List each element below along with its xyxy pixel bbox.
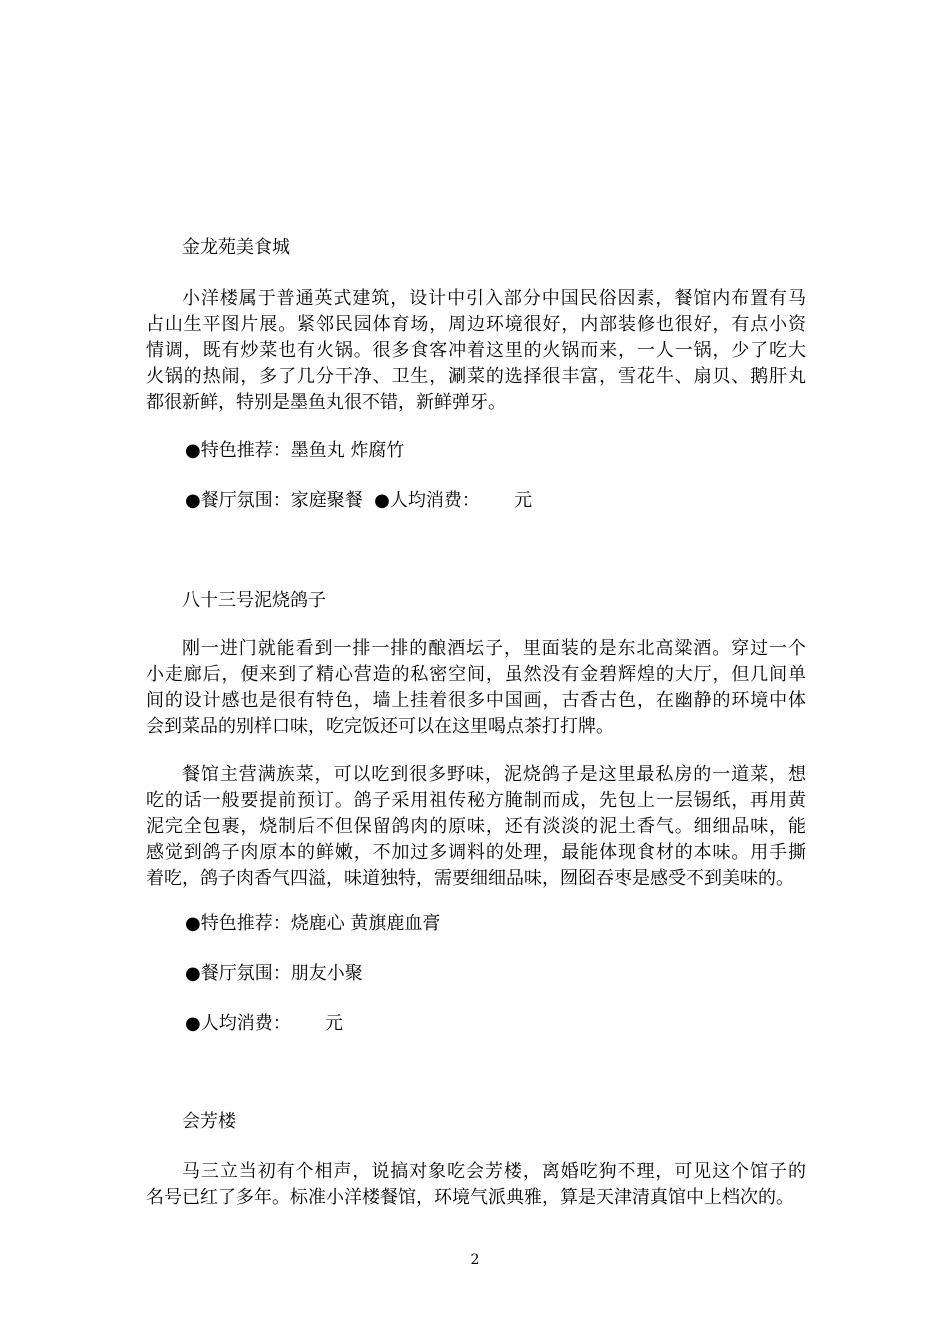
- paragraph-line: 火锅的热闹，多了几分干净、卫生，涮菜的选择很丰富，雪花牛、扇贝、鹅肝丸: [146, 366, 806, 387]
- bullet-item: ●人均消费： 元: [185, 1013, 344, 1034]
- paragraph-line: 名号已红了多年。标准小洋楼餐馆，环境气派典雅，算是天津清真馆中上档次的。: [146, 1187, 794, 1208]
- paragraph-line: 小洋楼属于普通英式建筑，设计中引入部分中国民俗因素，餐馆内布置有马: [182, 288, 806, 309]
- bullet-item: ●餐厅氛围：朋友小聚: [185, 963, 363, 984]
- paragraph-line: 刚一进门就能看到一排一排的酿酒坛子，里面装的是东北高粱酒。穿过一个: [182, 638, 806, 659]
- paragraph-line: 着吃，鸽子肉香气四溢，味道独特，需要细细品味，囫囵吞枣是感受不到美味的。: [146, 868, 794, 889]
- section-title: 金龙苑美食城: [182, 237, 290, 258]
- section-title: 八十三号泥烧鸽子: [182, 590, 326, 611]
- paragraph-line: 会到菜品的别样口味，吃完饭还可以在这里喝点茶打打牌。: [146, 716, 614, 737]
- paragraph-line: 马三立当初有个相声，说搞对象吃会芳楼，离婚吃狗不理，可见这个馆子的: [182, 1161, 806, 1182]
- bullet-item: ●餐厅氛围：家庭聚餐 ●人均消费： 元: [185, 490, 533, 511]
- paragraph-line: 泥完全包裹，烧制后不但保留鸽肉的原味，还有淡淡的泥土香气。细细品味，能: [146, 816, 806, 837]
- bullet-item: ●特色推荐：烧鹿心 黄旗鹿血膏: [185, 913, 441, 934]
- paragraph-line: 占山生平图片展。紧邻民园体育场，周边环境很好，内部装修也很好，有点小资: [146, 314, 806, 335]
- paragraph-line: 情调，既有炒菜也有火锅。很多食客冲着这里的火锅而来，一人一锅，少了吃大: [146, 340, 806, 361]
- page-number: 2: [470, 1252, 480, 1268]
- bullet-item: ●特色推荐：墨鱼丸 炸腐竹: [185, 440, 405, 461]
- section-title: 会芳楼: [182, 1111, 236, 1132]
- paragraph-line: 小走廊后，便来到了精心营造的私密空间，虽然没有金碧辉煌的大厅，但几间单: [146, 664, 806, 685]
- paragraph-line: 餐馆主营满族菜，可以吃到很多野味，泥烧鸽子是这里最私房的一道菜，想: [182, 764, 806, 785]
- paragraph-line: 都很新鲜，特别是墨鱼丸很不错，新鲜弹牙。: [146, 392, 506, 413]
- paragraph-line: 间的设计感也是很有特色，墙上挂着很多中国画，古香古色，在幽静的环境中体: [146, 690, 806, 711]
- paragraph-line: 吃的话一般要提前预订。鸽子采用祖传秘方腌制而成，先包上一层锡纸，再用黄: [146, 790, 806, 811]
- paragraph-line: 感觉到鸽子肉原本的鲜嫩，不加过多调料的处理，最能体现食材的本味。用手撕: [146, 842, 806, 863]
